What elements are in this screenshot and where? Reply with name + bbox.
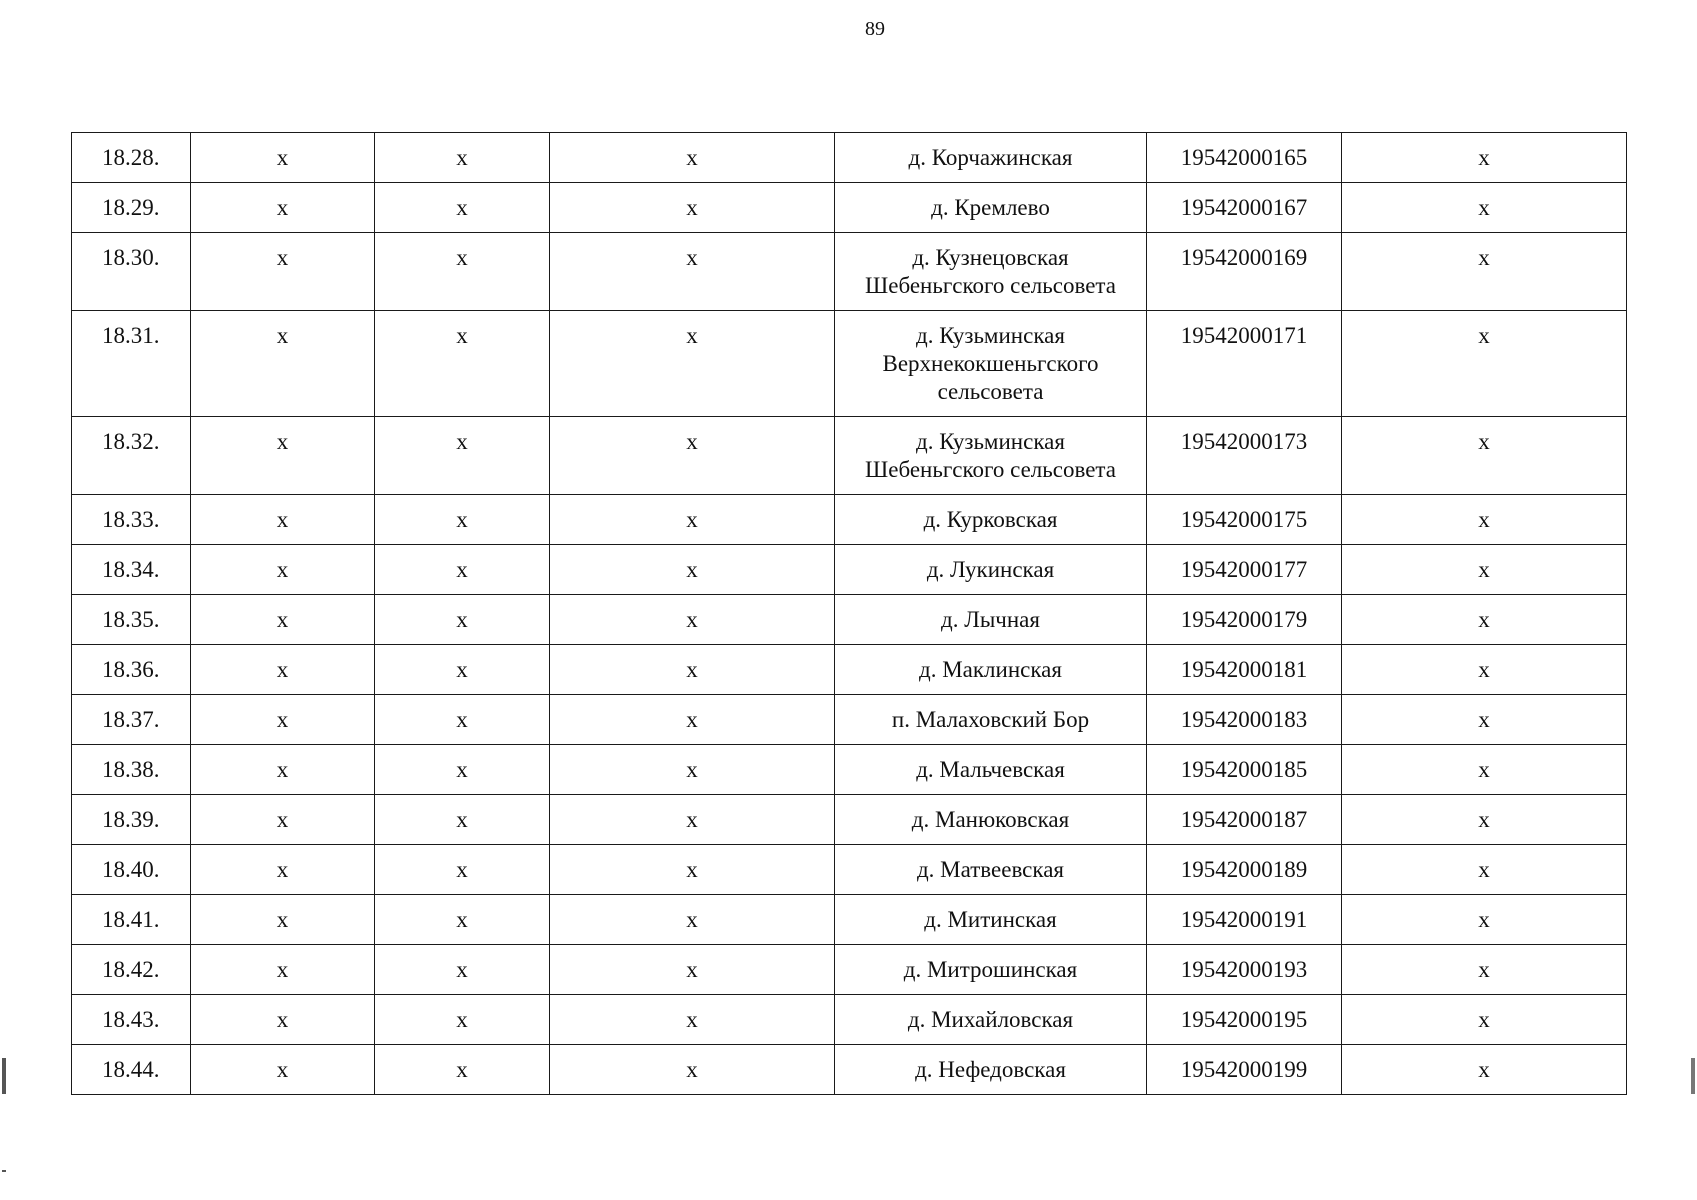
scan-artifact-left-lower [2,1170,6,1172]
column-2-cell: х [191,183,375,233]
column-7-cell: х [1342,895,1627,945]
column-3-cell: х [375,1045,550,1095]
row-number-cell: 18.34. [72,545,191,595]
table-row [72,745,1627,795]
settlement-name-cell: д. Маклинская [835,645,1147,695]
column-4-cell: х [550,311,835,417]
oktmo-code-cell: 19542000175 [1147,495,1342,545]
table-row [72,995,1627,1045]
oktmo-code-cell: 19542000183 [1147,695,1342,745]
row-number-cell: 18.39. [72,795,191,845]
column-4-cell: х [550,995,835,1045]
column-7-cell: х [1342,645,1627,695]
settlements-table [71,132,1627,1095]
table-row [72,595,1627,645]
settlement-name-cell: д. Кузьминская Шебеньгского сельсовета [835,417,1147,495]
column-3-cell: х [375,845,550,895]
settlement-name-cell: д. Матвеевская [835,845,1147,895]
row-number-cell: 18.32. [72,417,191,495]
row-number-cell: 18.29. [72,183,191,233]
column-4-cell: х [550,795,835,845]
row-number-cell: 18.30. [72,233,191,311]
table-row [72,795,1627,845]
table-row [72,233,1627,311]
settlement-name-cell: д. Курковская [835,495,1147,545]
oktmo-code-cell: 19542000165 [1147,133,1342,183]
column-4-cell: х [550,745,835,795]
table-row [72,183,1627,233]
oktmo-code-cell: 19542000177 [1147,545,1342,595]
column-7-cell: х [1342,545,1627,595]
row-number-cell: 18.40. [72,845,191,895]
column-7-cell: х [1342,311,1627,417]
settlement-name-cell: д. Лычная [835,595,1147,645]
column-7-cell: х [1342,795,1627,845]
oktmo-code-cell: 19542000193 [1147,945,1342,995]
scan-artifact-right [1691,1058,1695,1094]
oktmo-code-cell: 19542000181 [1147,645,1342,695]
row-number-cell: 18.28. [72,133,191,183]
table-row [72,495,1627,545]
column-4-cell: х [550,895,835,945]
column-2-cell: х [191,845,375,895]
oktmo-code-cell: 19542000173 [1147,417,1342,495]
oktmo-code-cell: 19542000171 [1147,311,1342,417]
settlement-name-cell: д. Корчажинская [835,133,1147,183]
row-number-cell: 18.44. [72,1045,191,1095]
column-4-cell: х [550,233,835,311]
column-3-cell: х [375,645,550,695]
oktmo-code-cell: 19542000199 [1147,1045,1342,1095]
column-7-cell: х [1342,995,1627,1045]
table-row [72,945,1627,995]
oktmo-code-cell: 19542000189 [1147,845,1342,895]
column-3-cell: х [375,895,550,945]
column-4-cell: х [550,183,835,233]
settlement-name-cell: д. Михайловская [835,995,1147,1045]
settlement-name-cell: д. Нефедовская [835,1045,1147,1095]
settlement-name-cell: д. Кузнецовская Шебеньгского сельсовета [835,233,1147,311]
table-row [72,895,1627,945]
column-4-cell: х [550,695,835,745]
column-4-cell: х [550,645,835,695]
row-number-cell: 18.43. [72,995,191,1045]
column-7-cell: х [1342,595,1627,645]
row-number-cell: 18.31. [72,311,191,417]
column-2-cell: х [191,495,375,545]
table-row [72,311,1627,417]
row-number-cell: 18.36. [72,645,191,695]
column-3-cell: х [375,545,550,595]
column-3-cell: х [375,595,550,645]
settlement-name-cell: п. Малаховский Бор [835,695,1147,745]
column-7-cell: х [1342,183,1627,233]
row-number-cell: 18.37. [72,695,191,745]
table-body [72,133,1627,1095]
oktmo-code-cell: 19542000167 [1147,183,1342,233]
column-2-cell: х [191,311,375,417]
column-2-cell: х [191,133,375,183]
scan-artifact-left [2,1058,6,1094]
column-2-cell: х [191,645,375,695]
column-7-cell: х [1342,133,1627,183]
table-row [72,695,1627,745]
column-3-cell: х [375,695,550,745]
column-4-cell: х [550,133,835,183]
column-3-cell: х [375,495,550,545]
column-4-cell: х [550,495,835,545]
column-2-cell: х [191,995,375,1045]
table-row [72,645,1627,695]
column-7-cell: х [1342,745,1627,795]
settlement-name-cell: д. Митрошинская [835,945,1147,995]
column-7-cell: х [1342,845,1627,895]
column-4-cell: х [550,845,835,895]
settlement-name-cell: д. Мальчевская [835,745,1147,795]
row-number-cell: 18.42. [72,945,191,995]
column-7-cell: х [1342,1045,1627,1095]
column-2-cell: х [191,895,375,945]
column-7-cell: х [1342,695,1627,745]
column-2-cell: х [191,233,375,311]
column-3-cell: х [375,233,550,311]
column-7-cell: х [1342,417,1627,495]
column-3-cell: х [375,995,550,1045]
settlement-name-cell: д. Кузьминская Верхнекокшеньгского сельсовета [835,311,1147,417]
column-2-cell: х [191,545,375,595]
column-2-cell: х [191,1045,375,1095]
column-3-cell: х [375,945,550,995]
row-number-cell: 18.35. [72,595,191,645]
oktmo-code-cell: 19542000185 [1147,745,1342,795]
column-3-cell: х [375,795,550,845]
column-4-cell: х [550,945,835,995]
column-2-cell: х [191,595,375,645]
table-row [72,1045,1627,1095]
column-3-cell: х [375,183,550,233]
column-2-cell: х [191,795,375,845]
row-number-cell: 18.38. [72,745,191,795]
oktmo-code-cell: 19542000169 [1147,233,1342,311]
table-row [72,845,1627,895]
oktmo-code-cell: 19542000187 [1147,795,1342,845]
table-row [72,545,1627,595]
column-2-cell: х [191,745,375,795]
column-2-cell: х [191,417,375,495]
settlement-name-cell: д. Манюковская [835,795,1147,845]
column-4-cell: х [550,1045,835,1095]
page-number: 89 [865,18,885,40]
column-7-cell: х [1342,945,1627,995]
oktmo-code-cell: 19542000179 [1147,595,1342,645]
column-4-cell: х [550,417,835,495]
row-number-cell: 18.41. [72,895,191,945]
row-number-cell: 18.33. [72,495,191,545]
oktmo-code-cell: 19542000191 [1147,895,1342,945]
column-3-cell: х [375,417,550,495]
column-4-cell: х [550,545,835,595]
column-3-cell: х [375,133,550,183]
column-3-cell: х [375,311,550,417]
column-2-cell: х [191,945,375,995]
settlement-name-cell: д. Лукинская [835,545,1147,595]
oktmo-code-cell: 19542000195 [1147,995,1342,1045]
table-row [72,133,1627,183]
column-3-cell: х [375,745,550,795]
table-row [72,417,1627,495]
column-7-cell: х [1342,233,1627,311]
column-4-cell: х [550,595,835,645]
settlement-name-cell: д. Митинская [835,895,1147,945]
column-2-cell: х [191,695,375,745]
column-7-cell: х [1342,495,1627,545]
settlement-name-cell: д. Кремлево [835,183,1147,233]
